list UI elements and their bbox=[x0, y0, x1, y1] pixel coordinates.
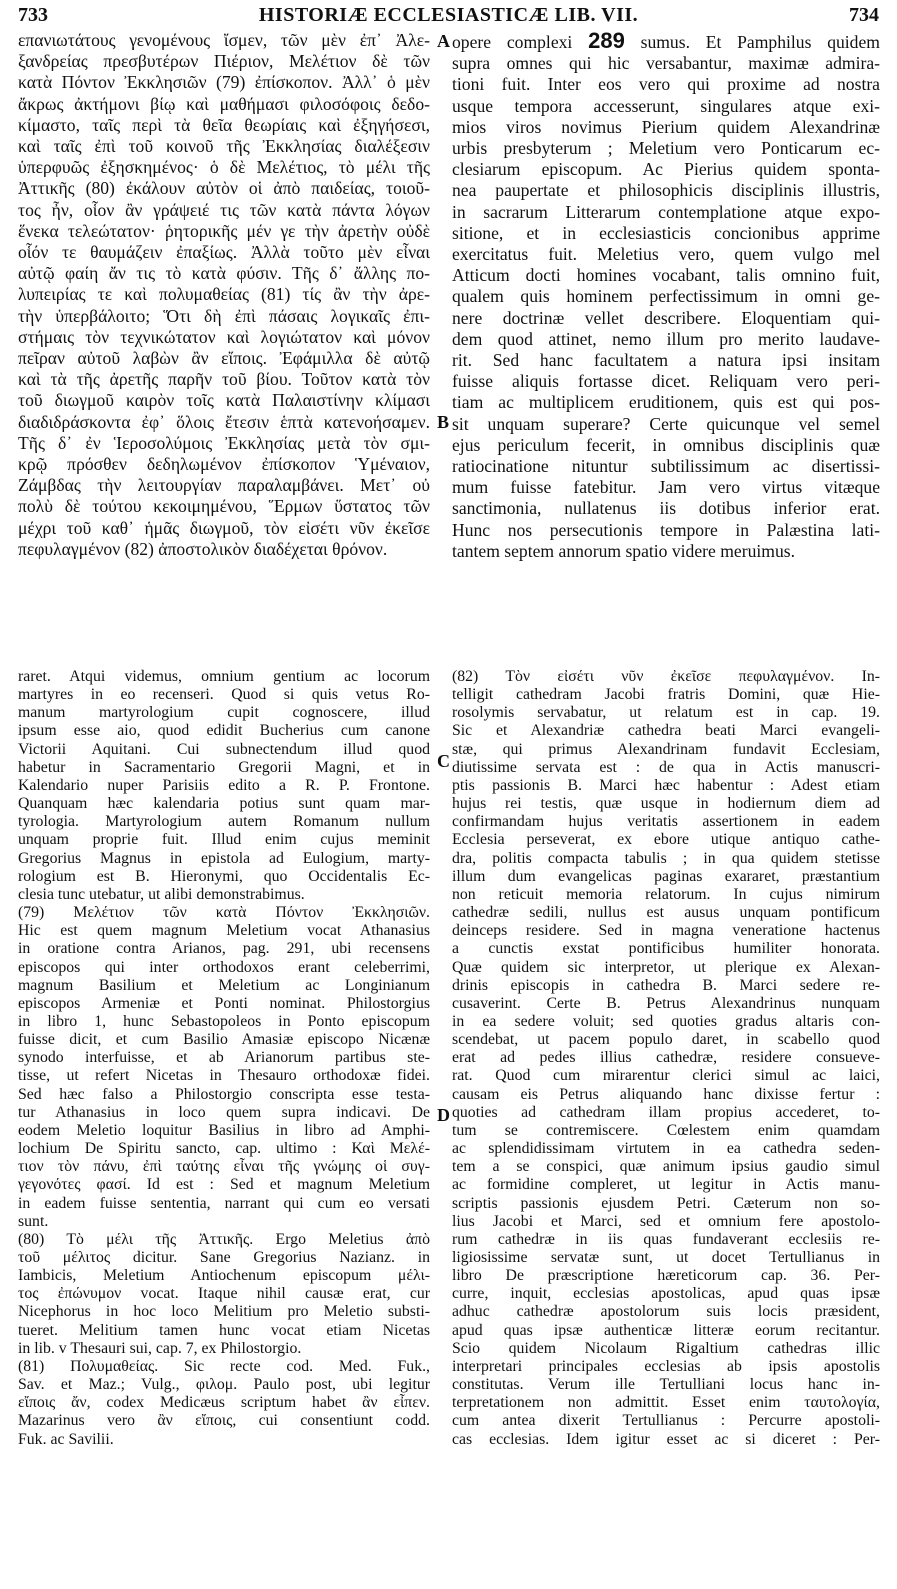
footnote-line: a cunctis exstat pontificibus humiliter honorata. bbox=[452, 940, 880, 958]
right-page-number: 734 bbox=[849, 4, 879, 26]
latin-text-line: mios viros novimus Pierium quidem Alexandrinæ bbox=[452, 116, 880, 137]
latin-text-line: clesiarum episcopum. Ac Pierius quidem sponta- bbox=[452, 159, 880, 180]
greek-text-line: διαδιδράσκοντα ἐφ᾽ ὅλοις ἔτεσιν ἑπτὰ κατενοήσαμεν. bbox=[18, 411, 430, 432]
footnote-line: rosolymis servabatur, ut relatum est in cap. 19. bbox=[452, 704, 880, 722]
latin-text-line: dem quod attinet, nemo illum pro merito laudave- bbox=[452, 328, 880, 349]
footnote-line: Iambicis, Meletium Antiochenum episcopum μέλι- bbox=[18, 1267, 430, 1285]
footnote-line: illum dum evangelicas paginas exararet, præstantium bbox=[452, 867, 880, 885]
margin-letter-c: C bbox=[437, 751, 450, 771]
footnote-line: curre, inquit, ecclesias apostolicas, apud quas ipsæ bbox=[452, 1285, 880, 1303]
greek-text-line: κρῷ πρόσθεν δεδηλωμένον ἐπίσκοπον Ὑμέναιον, bbox=[18, 454, 430, 475]
margin-letter-d: D bbox=[437, 1105, 450, 1125]
latin-text-line: rit. Sed hanc facultatem a natura ipsi insitam bbox=[452, 350, 880, 371]
footnote-line: τοῦ μέλιτος dicitur. Sane Gregorius Nazianz. in bbox=[18, 1249, 430, 1266]
footnote-line: Fuk. ac Savilii. bbox=[18, 1430, 114, 1448]
footnote-line: ac formidine compleret, ut legitur in Actis manu- bbox=[452, 1176, 880, 1194]
footnote-line: εἴποις ἄν, codex Medicæus scriptum habet ἂν εἶπεν. bbox=[18, 1394, 430, 1412]
footnote-line: sunt. bbox=[18, 1212, 49, 1230]
footnote-line: Kalendario nuper Parisiis edito a R. P. Frontone. bbox=[18, 776, 430, 794]
footnote-line: lius Jacobi et Marci, sed et omnium fere apostolo- bbox=[452, 1212, 880, 1230]
greek-text-line: Τῆς δ᾽ ἐν Ἱεροσολύμοις Ἐκκλησίας μετὰ τὸν σμι- bbox=[18, 432, 430, 453]
greek-text-line: καὶ τὰ τῆς ἀρετῆς παρῆν τοῦ βίου. Τοῦτον κατὰ τὸν bbox=[18, 369, 430, 390]
footnote-line: manum martyrologium cupit cognoscere, illud bbox=[18, 704, 430, 722]
footnote-line: tem a se conspici, quæ animum ipsius gaudio simul bbox=[452, 1158, 880, 1176]
latin-text-line: exercitatus fuit. Meletius vero, quem vulgo mel bbox=[452, 244, 880, 265]
footnote-line: in oratione contra Arianos, pag. 291, ubi recensens bbox=[18, 940, 430, 958]
footnote-line: Hic est quem magnum Meletium vocat Athanasius bbox=[18, 922, 430, 940]
footnote-line: tueret. Melitium tamen hunc vocat etiam Nicetas bbox=[18, 1321, 430, 1339]
latin-text-line: tiam ac multiplicem eruditionem, quis est qui pos- bbox=[452, 392, 880, 413]
footnotes-left-column bbox=[18, 668, 430, 1449]
latin-text-line: Atticum docti homines vocabant, talis omnino fuit, bbox=[452, 265, 880, 286]
margin-letter-b: B bbox=[437, 412, 450, 432]
greek-text-line: τὴν ὑπερβάλοιτο; Ὅτι δὴ ἐπὶ πάσαις λογικαῖς ἐπι- bbox=[18, 305, 430, 326]
footnote-line: Sed hæc falso a Philostorgio conscripta esse testa- bbox=[18, 1085, 430, 1103]
footnote-line: dra, politis compacta tabulis ; in qua quidem stetisse bbox=[452, 849, 880, 867]
footnote-line: rat. Quod cum mirarentur clerici simul ac laici, bbox=[452, 1067, 880, 1085]
footnote-line: tum se contremiscere. Cœlestem enim quamdam bbox=[452, 1121, 880, 1139]
latin-text-line: Hunc nos persecutionis tempore in Palæstina lati- bbox=[452, 519, 880, 540]
latin-text-line: usque tempora accesserunt, singulares atque exi- bbox=[452, 95, 880, 116]
latin-text-line: sanctimonia, nullatenus iis dotibus inferior erat. bbox=[452, 498, 880, 519]
greek-text-line: καὶ ταῖς ἐπὶ τοῦ κοινοῦ τῆς Ἐκκλησίας διαλέξεσιν bbox=[18, 136, 430, 157]
footnote-line: telligit cathedram Jacobi fratris Domini, quæ Hie- bbox=[452, 686, 880, 704]
latin-first-line-end: sumus. Et Pamphilus quidem bbox=[640, 32, 880, 52]
footnote-line: synodo interfuisse, et ab Arianorum partibus ste- bbox=[18, 1049, 430, 1067]
footnote-line: ptis passionis B. Marci hæc habentur : Adest etiam bbox=[452, 776, 880, 794]
latin-text-line: sitione, et in ecclesiasticis concionibus apprime bbox=[452, 222, 880, 243]
footnote-line: eodem Meletio loquitur Basilius in libro ad Amphi- bbox=[18, 1121, 430, 1139]
greek-text-line: ἕνεκα τελεώτατον· ῥητορικῆς μέν γε τὴν ἀρετὴν οὐδὲ bbox=[18, 220, 430, 241]
footnote-line: causam eis Petrus aliquando hanc dixisse fertur : bbox=[452, 1085, 880, 1103]
greek-text-line: κίμαστο, ταῖς περὶ τὰ θεῖα θεωρίαις καὶ ἐξηγήσεσι, bbox=[18, 114, 430, 135]
footnote-line: Sic et Alexandriæ cathedra beati Marci evangeli- bbox=[452, 722, 880, 740]
footnote-line: (82) Τὸν εἰσέτι νῦν ἐκεῖσε πεφυλαγμένον. In- bbox=[452, 668, 880, 685]
greek-text-line: ὑπερφυῶς ἐξησκημένος· ὁ δὲ Μελέτιος, τὸ μέλι τῆς bbox=[18, 157, 430, 178]
greek-text-line: αὐτῷ φαίη ἄν τις τὸ κατὰ φύσιν. Τῆς δ᾽ ἄλλης πο- bbox=[18, 263, 430, 284]
column-number: 289 bbox=[588, 30, 625, 53]
latin-text-line: qualem quis hominem perfectissimum in omni ge- bbox=[452, 286, 880, 307]
footnote-line: raret. Atqui videmus, omnium gentium ac locorum bbox=[18, 668, 430, 685]
latin-text-column bbox=[452, 30, 880, 562]
greek-text-line: πεῖραν αὐτοῦ λαβὼν ἂν εἴποις. Ἐφάμιλλα δὲ αὐτῷ bbox=[18, 348, 430, 369]
greek-text-line: οἷόν τε θαυμάζειν ἐπαξίως. Ἀλλὰ τοῦτο μὲν εἶναι bbox=[18, 242, 430, 263]
footnote-line: adhuc cathedræ apostolorum suis locis præsident, bbox=[452, 1303, 880, 1321]
footnote-line: hujus rei testis, quæ usque in hodiernum diem ad bbox=[452, 795, 880, 813]
greek-text-column bbox=[18, 30, 430, 560]
latin-text-line: tantem septem annorum spatio videre meruimus. bbox=[452, 540, 795, 561]
footnote-line: Quanquam hæc kalendaria potius sunt quam mar- bbox=[18, 795, 430, 813]
greek-text-line: μέχρι τοῦ καθ᾽ ἡμᾶς διωγμοῦ, τὸν εἰσέτι νῦν ἐκεῖσε bbox=[18, 517, 430, 538]
latin-text-line: ejus periculum fecerit, in omnibus disciplinis quæ bbox=[452, 434, 880, 455]
greek-text-line: Ζάμβδας τὴν λειτουργίαν παραλαμβάνει. Μετ᾽ οὐ bbox=[18, 475, 430, 496]
footnote-line: rologium est B. Hieronymi, quo Occidentalis Ec- bbox=[18, 867, 430, 885]
footnote-line: magnum Basilium et Meletium ac Longinianum bbox=[18, 976, 430, 994]
footnote-line: Victorii Aquitani. Cui subnectendum illud quod bbox=[18, 740, 430, 758]
footnote-line: ligiosissime servatæ sunt, ut docet Tertullianus in bbox=[452, 1249, 880, 1266]
footnote-line: cum antea dixerit Tertullianus : Percurre apostoli- bbox=[452, 1412, 880, 1430]
footnotes-right-column bbox=[452, 668, 880, 1449]
footnote-line: clesia tunc utebatur, ut alibi demonstrabimus. bbox=[18, 885, 305, 903]
footnote-line: scendebat, ut pacem populo daret, in scabello quod bbox=[452, 1031, 880, 1049]
footnote-line: (79) Μελέτιον τῶν κατὰ Πόντον Ἐκκλησιῶν. bbox=[18, 904, 430, 922]
latin-text-line: in sacrarum Litterarum contemplatione atque expo- bbox=[452, 201, 880, 222]
latin-text-line: sit unquam superare? Certe quicunque vel semel bbox=[452, 413, 880, 434]
greek-text-line: επανιωτάτους γενομένους ἴσμεν, τῶν μὲν ἐπ᾽ Ἀλε- bbox=[18, 30, 430, 50]
footnote-line: Ecclesia perseverat, ex ebore utique antiquo cathe- bbox=[452, 831, 880, 849]
footnote-line: apud quas ipsæ authenticæ litteræ eorum recitantur. bbox=[452, 1321, 880, 1339]
footnote-line: ipsum esse aio, quod edidit Bucherius cum canone bbox=[18, 722, 430, 740]
greek-text-line: πεφυλαγμένον (82) ἀποστολικὸν διαδέχεται θρόνον. bbox=[18, 538, 388, 559]
greek-text-line: τοῦ διωγμοῦ καιρὸν τοῖς κατὰ Παλαιστίνην κλίμασι bbox=[18, 390, 430, 411]
latin-text-line: nea paupertate et philosophicis disciplinis illustris, bbox=[452, 180, 880, 201]
left-page-number: 733 bbox=[18, 4, 48, 26]
running-title: HISTORIÆ ECCLESIASTICÆ LIB. VII. bbox=[258, 4, 639, 26]
greek-text-line: ἄκρως ἀκτήμονι βίῳ καὶ μαθήμασι φιλοσόφοις δεδο- bbox=[18, 93, 430, 114]
footnote-line: ac splendidissimam virtutem in ea cathedra seden- bbox=[452, 1140, 880, 1158]
latin-text-line: supra omnes qui hic versabantur, maximæ admira- bbox=[452, 53, 880, 74]
greek-text-line: πολὺ δὲ τούτου κεκοιμημένου, Ἕρμων ὕστατος τῶν bbox=[18, 496, 430, 517]
footnote-line: τος ἐπώνυμον vocat. Itaque nihil causæ erat, cur bbox=[18, 1285, 430, 1303]
footnote-line: scriptis passionis ejusdem Petri. Cæterum non so- bbox=[452, 1194, 880, 1212]
footnote-line: in lib. v Thesauri sui, cap. 7, ex Philostorgio. bbox=[18, 1339, 302, 1357]
footnote-line: non reticuit memoria relatorum. In cujus nimirum bbox=[452, 885, 880, 903]
footnote-line: quoties ad cathedram illam propius accederet, to- bbox=[452, 1103, 880, 1121]
latin-text-line: mum fuisse fatebitur. Jam vero virtus vitæque bbox=[452, 477, 880, 498]
footnote-line: erat ad pedes illius cathedræ, residere consueve- bbox=[452, 1049, 880, 1067]
footnote-line: tisse, ut refert Nicetas in Thesauro orthodoxæ fidei. bbox=[18, 1067, 430, 1085]
footnote-line: fuisse dicit, et cum Basilio Amasiæ episcopo Nicænæ bbox=[18, 1031, 430, 1049]
footnote-line: habetur in Sacramentario Gregorii Magni, et in bbox=[18, 758, 430, 776]
footnote-line: episcopos Armeniæ et Ponti nominat. Philostorgius bbox=[18, 994, 430, 1012]
footnote-line: Nicephorus in hoc loco Melitium pro Meletio substi- bbox=[18, 1303, 430, 1321]
footnote-line: terpretationem non admittit. Esset enim ταυτολογία, bbox=[452, 1394, 880, 1412]
footnote-line: confirmandam hujus veritatis assertionem in eadem bbox=[452, 813, 880, 831]
footnote-line: Mazarinus vero ἂν εἴποις, cui consentiunt codd. bbox=[18, 1412, 430, 1430]
greek-text-line: στήμαις τὸν τεχνικώτατον καὶ λογιώτατον καὶ μόνον bbox=[18, 326, 430, 347]
greek-text-line: λυπειρίας τε καὶ πολυμαθείας (81) τίς ἂν τὴν ἀρε- bbox=[18, 284, 430, 305]
greek-text-line: Ἀττικῆς (80) ἐκάλουν αὐτὸν οἱ ἀπὸ παιδείας, τοιοῦ- bbox=[18, 178, 430, 199]
latin-text-line: ratiocinatione nituntur subtilissimum ac disertissi- bbox=[452, 456, 880, 477]
page-header bbox=[18, 2, 879, 30]
footnote-line: diutissime servata est : de qua in Actis manuscri- bbox=[452, 758, 880, 776]
footnote-line: cas ecclesias. Idem igitur esset ac si diceret : Per- bbox=[452, 1430, 880, 1448]
footnote-line: cusaverint. Certe B. Petrus Alexandrinus nunquam bbox=[452, 994, 880, 1012]
latin-text-line: nere doctrinæ vellet describere. Eloquentiam qui- bbox=[452, 307, 880, 328]
footnote-line: γεγονότες φασί. Id est : Sed et magnum Meletium bbox=[18, 1176, 430, 1194]
greek-text-line: ξανδρείας πρεσβυτέρων Πιέριον, Μελέτιον δὲ τῶν bbox=[18, 51, 430, 72]
latin-first-line-start: opere complexi bbox=[452, 32, 573, 52]
greek-text-line: κατὰ Πόντον Ἐκκλησιῶν (79) ἐπίσκοπον. Ἀλλ᾽ ὁ μὲν bbox=[18, 72, 430, 93]
footnote-line: lochium De Spiritu sancto, cap. ultimo : Καὶ Μελέ- bbox=[18, 1140, 430, 1158]
footnote-line: in eadem fuisse sententia, narrant qui cum eo versati bbox=[18, 1194, 430, 1212]
footnote-line: Sav. et Maz.; Vulg., φιλομ. Paulo post, ubi legitur bbox=[18, 1376, 430, 1394]
latin-text-line: urbis presbyterum ; Meletium vero Ponticarum ec- bbox=[452, 138, 880, 159]
footnote-line: constitutas. Verum ille Tertulliani locus hanc in- bbox=[452, 1376, 880, 1394]
footnote-line: episcopos qui inter orthodoxos erant celeberrimi, bbox=[18, 958, 430, 976]
footnote-line: stæ, qui primus Alexandrinam fundavit Ecclesiam, bbox=[452, 740, 880, 758]
latin-text-line: fuisse aliquis fortasse dicet. Reliquam vero peri- bbox=[452, 371, 880, 392]
footnote-line: cathedræ sedili, nullus est ausus unquam pontificum bbox=[452, 904, 880, 922]
footnote-line: in libro 1, hunc Sebastopoleos in Ponto episcopum bbox=[18, 1012, 430, 1030]
footnote-line: martyres in eo recenseri. Quod si quis vetus Ro- bbox=[18, 686, 430, 704]
footnote-line: tyrologia. Martyrologium autem Romanum nullum bbox=[18, 813, 430, 831]
footnote-line: in ea sedere voluit; sed quoties gradus altaris con- bbox=[452, 1012, 880, 1030]
footnote-line: unquam proprie fuit. Illud enim cujus meminit bbox=[18, 831, 430, 849]
margin-letter-a: A bbox=[437, 31, 450, 51]
footnote-line: (80) Τὸ μέλι τῆς Ἀττικῆς. Ergo Meletius ἀπὸ bbox=[18, 1230, 430, 1248]
footnote-line: Gregorius Magnus in epistola ad Eulogium, marty- bbox=[18, 849, 430, 867]
footnote-line: Quæ quidem sic interpretor, ut plerique ex Alexan- bbox=[452, 958, 880, 976]
footnote-line: rum cathedræ in iis quas fundaverant ecclesiis re- bbox=[452, 1230, 880, 1248]
footnote-line: drinis episcopis in cathedra B. Marci sedere re- bbox=[452, 976, 880, 994]
footnote-line: deinceps residere. Sed in magna veneratione hactenus bbox=[452, 922, 880, 940]
latin-text-line: tioni fuit. Inter eos vero qui proxime ad nostra bbox=[452, 74, 880, 95]
footnote-line: libro De præscriptione hæreticorum cap. 36. Per- bbox=[452, 1267, 880, 1285]
footnote-line: τιον τὸν πάνυ, ἐπὶ ταύτης εἶναι τῆς γνώμης οἱ συγ- bbox=[18, 1158, 430, 1176]
footnote-line: interpretari principales ecclesias ab ipsis apostolis bbox=[452, 1357, 880, 1375]
greek-text-line: τος ἦν, οἷον ἂν γράψειέ τις τῶν κατὰ πάντα λόγων bbox=[18, 199, 430, 220]
footnote-line: Scio quidem Nicolaum Rigaltium cathedras illic bbox=[452, 1339, 880, 1357]
latin-first-line bbox=[452, 30, 880, 53]
footnote-line: tur Athanasius in loco quem supra indicavi. De bbox=[18, 1103, 430, 1121]
footnote-line: (81) Πολυμαθείας. Sic recte cod. Med. Fuk., bbox=[18, 1357, 430, 1375]
